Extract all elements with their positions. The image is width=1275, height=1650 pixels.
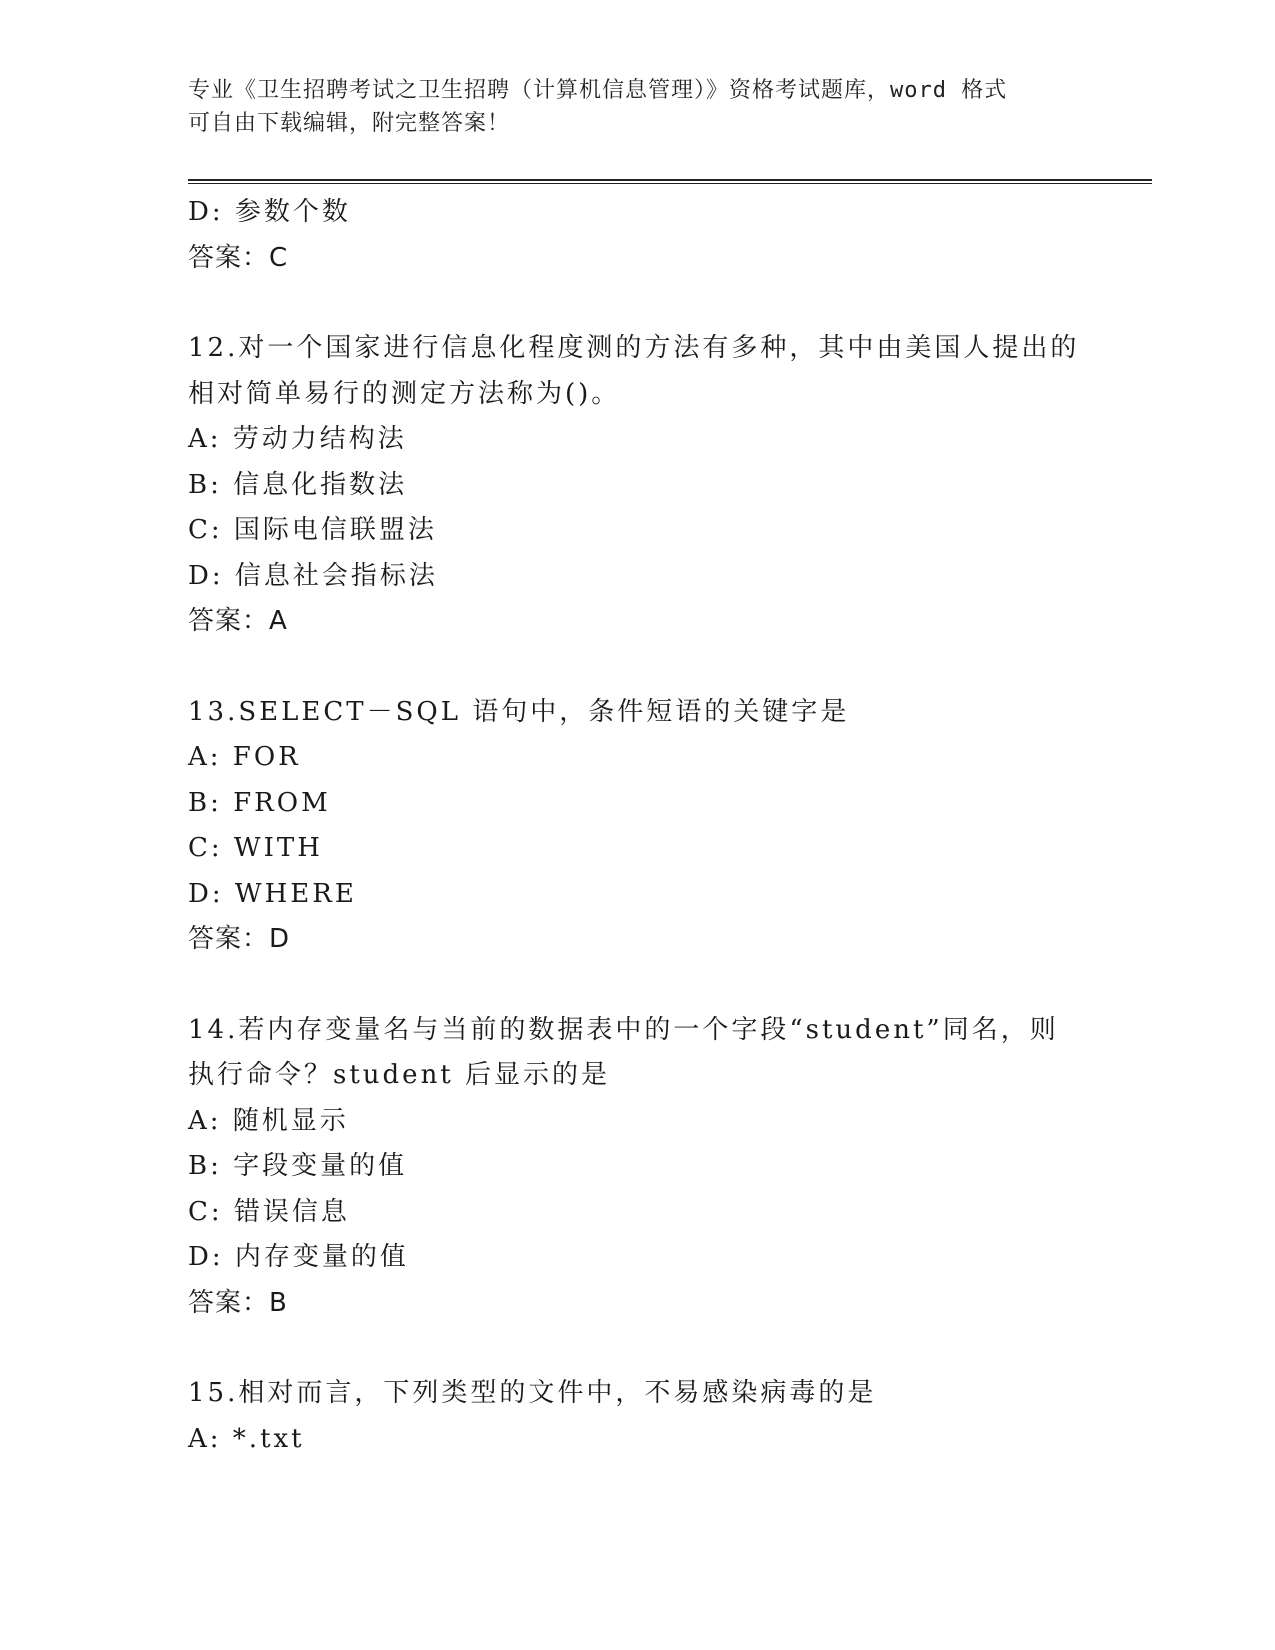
question-stem: 12.对一个国家进行信息化程度测的方法有多种，其中由美国人提出的 <box>188 333 1080 363</box>
question-stem: 执行命令？student 后显示的是 <box>188 1060 611 1090</box>
header-line-1: 专业《卫生招聘考试之卫生招聘（计算机信息管理）》资格考试题库，word 格式 <box>188 78 1008 103</box>
question-content <box>188 190 1078 1462</box>
option-b: B: 字段变量的值 <box>188 1151 408 1181</box>
question-12 <box>188 326 1078 645</box>
header-rule-thin <box>188 183 1152 184</box>
question-15 <box>188 1371 1078 1462</box>
option-c: C: WITH <box>188 833 323 863</box>
option-c: C: 错误信息 <box>188 1196 350 1227</box>
option-d: D: 参数个数 <box>188 197 351 227</box>
option-b: B: FROM <box>188 787 331 818</box>
document-header <box>188 74 1068 140</box>
option-a: A: *.txt <box>188 1423 305 1454</box>
question-stem: 14.若内存变量名与当前的数据表中的一个字段“student”同名，则 <box>188 1014 1059 1045</box>
option-a: A: FOR <box>188 742 301 772</box>
question-stem: 相对简单易行的测定方法称为()。 <box>188 378 621 409</box>
answer-line: 答案：A <box>188 606 288 636</box>
question-13 <box>188 690 1078 963</box>
option-c: C: 国际电信联盟法 <box>188 515 437 545</box>
previous-question-fragment <box>188 190 1078 281</box>
option-b: B: 信息化指数法 <box>188 469 408 500</box>
answer-line: 答案：D <box>188 924 291 954</box>
question-stem: 13.SELECT－SQL 语句中，条件短语的关键字是 <box>188 696 850 727</box>
header-line-2: 可自由下载编辑，附完整答案！ <box>188 111 511 136</box>
option-a: A: 随机显示 <box>188 1105 349 1136</box>
answer-line: 答案：B <box>188 1287 288 1318</box>
question-14 <box>188 1008 1078 1327</box>
option-d: D: WHERE <box>188 878 357 909</box>
option-d: D: 信息社会指标法 <box>188 560 438 591</box>
option-a: A: 劳动力结构法 <box>188 424 407 454</box>
option-d: D: 内存变量的值 <box>188 1242 409 1272</box>
question-stem: 15.相对而言，下列类型的文件中，不易感染病毒的是 <box>188 1378 877 1408</box>
answer-line: 答案：C <box>188 242 289 273</box>
header-rule-thick <box>188 179 1152 181</box>
